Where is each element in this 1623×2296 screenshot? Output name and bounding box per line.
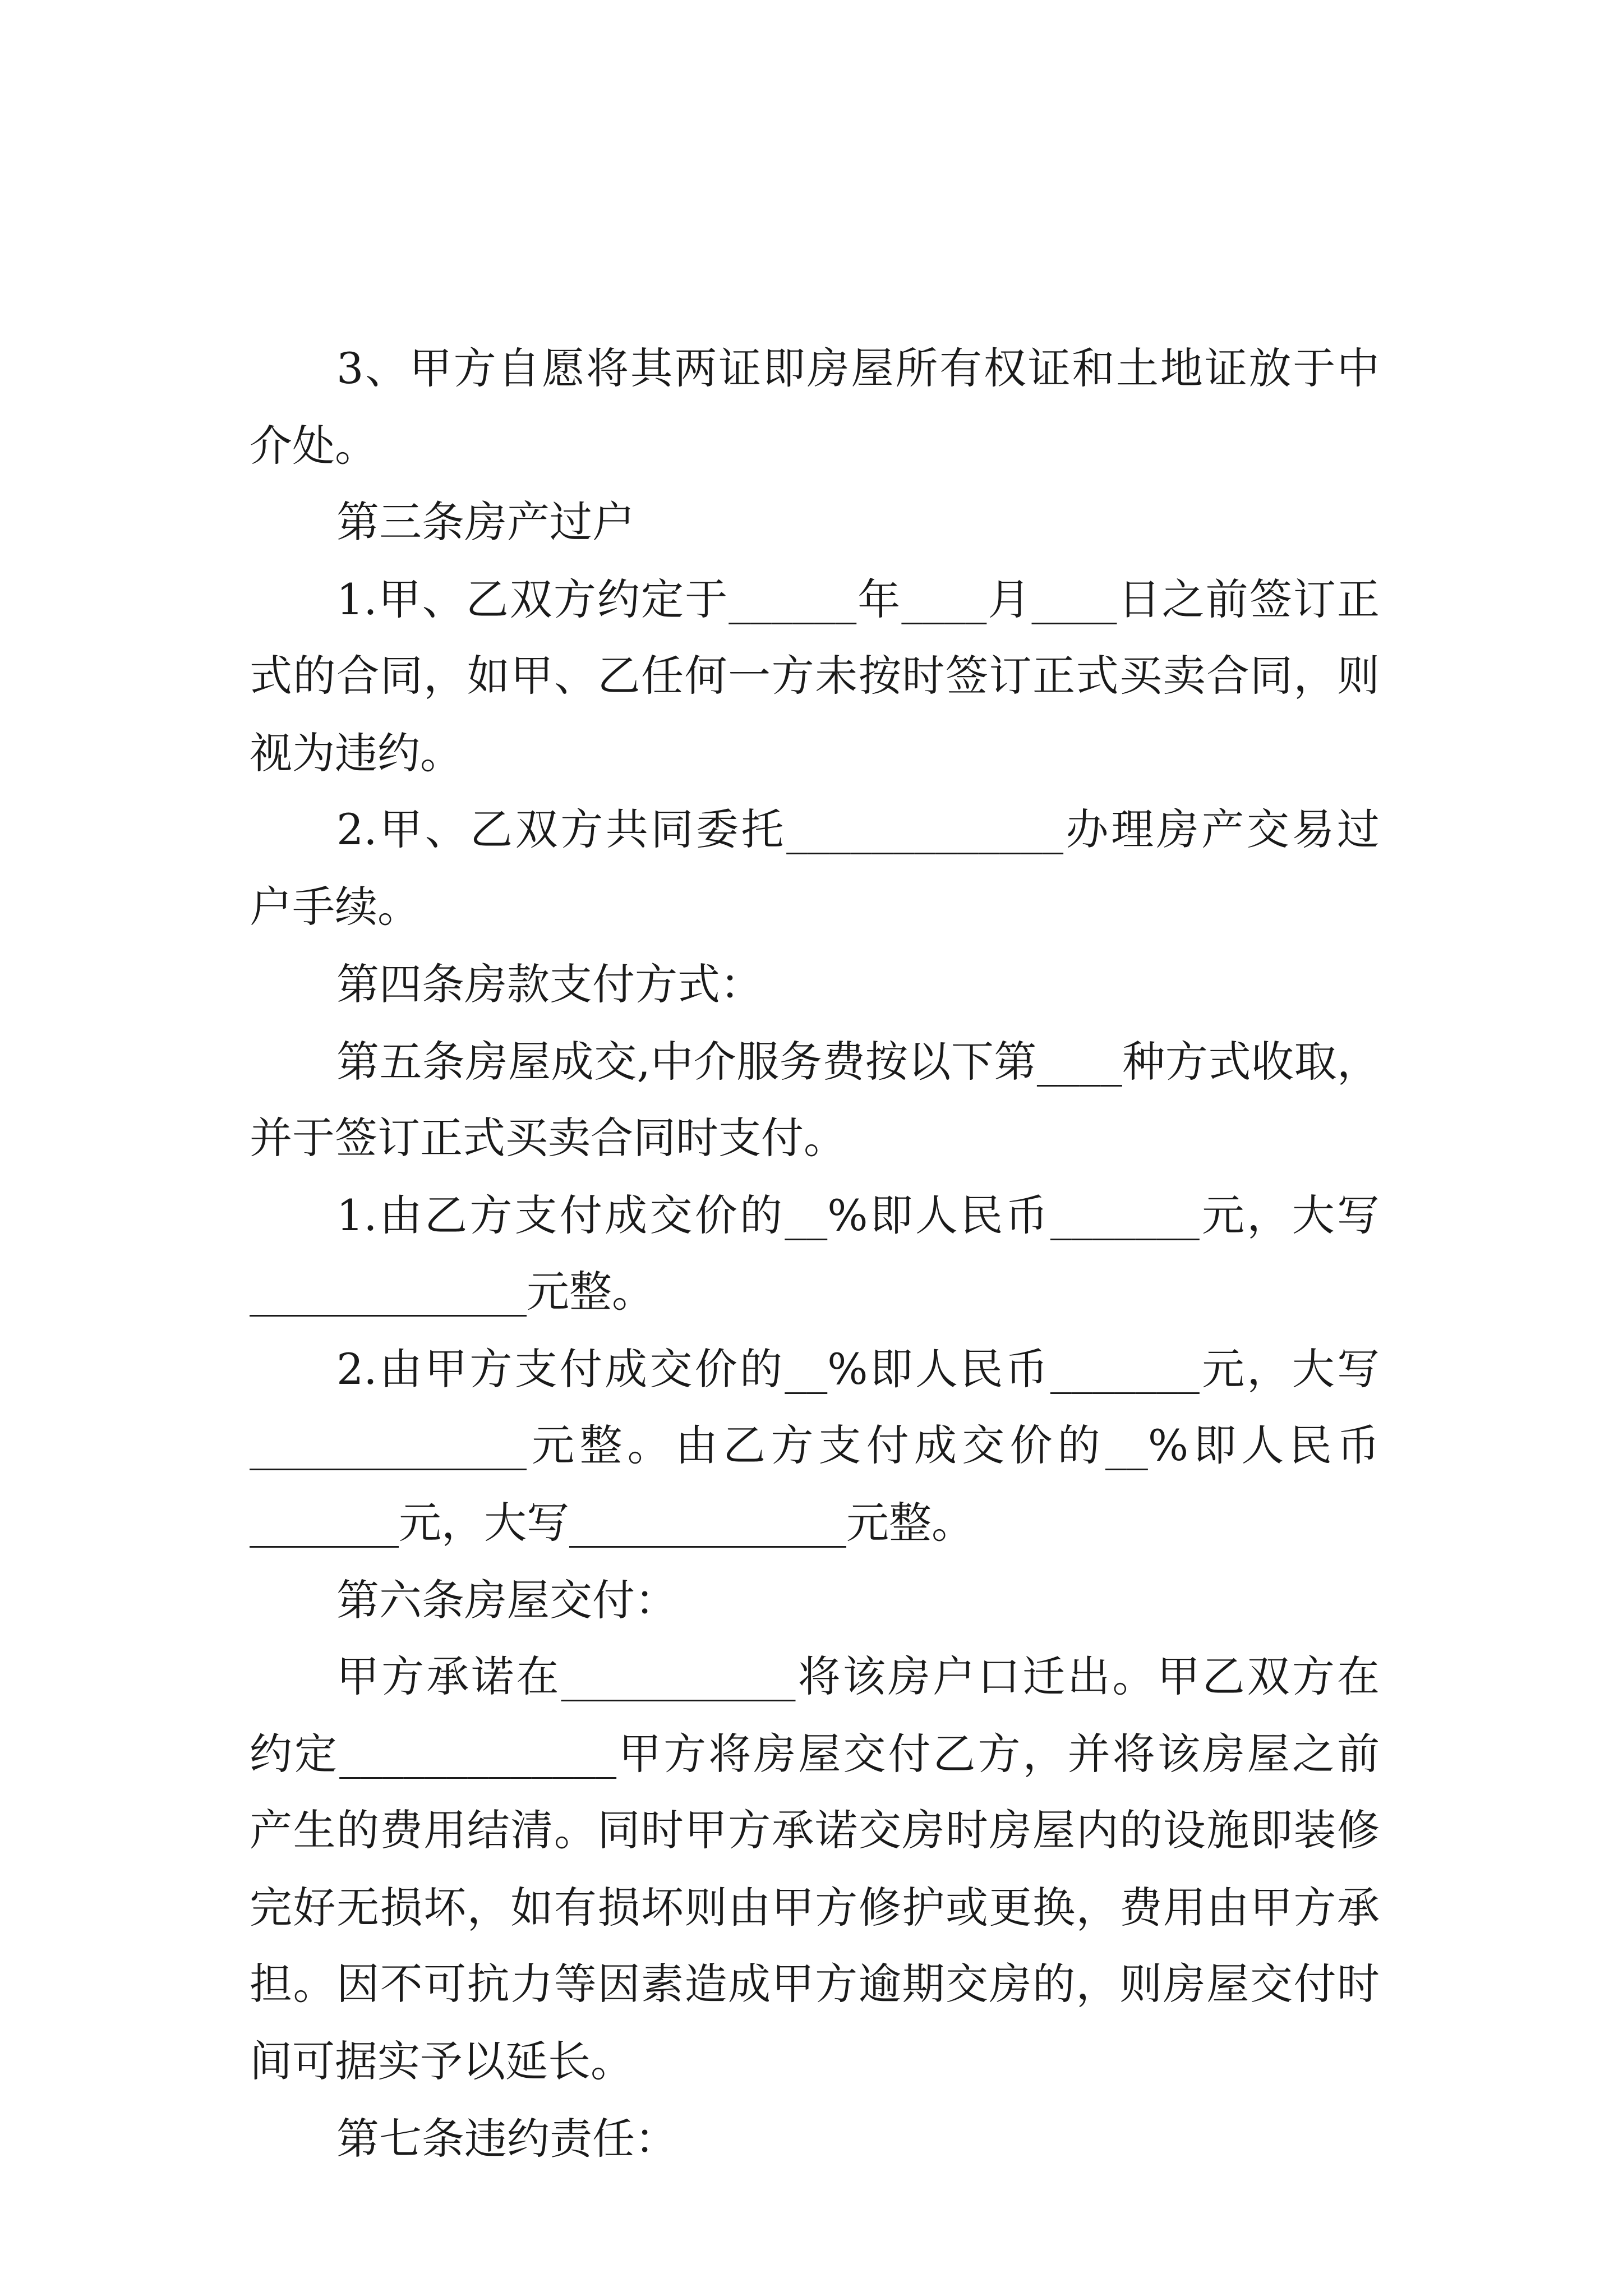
text-line-content: 1.甲、乙双方约定于______年____月____日之前签订正: [336, 574, 1380, 624]
text-line-content: _____________元整。由乙方支付成交价的__%即人民币: [250, 1420, 1380, 1470]
text-line-content: 户手续。: [250, 882, 420, 932]
text-line-content: 1.由乙方支付成交价的__%即人民币_______元，大写: [336, 1190, 1380, 1240]
text-line-content: 间可据实予以延长。: [250, 2036, 633, 2086]
text-line-content: 完好无损坏，如有损坏则由甲方修护或更换，费用由甲方承: [250, 1883, 1380, 1932]
text-line-content: 2.由甲方支付成交价的__%即人民币_______元，大写: [336, 1344, 1380, 1394]
text-line-content: 担。因不可抗力等因素造成甲方逾期交房的，则房屋交付时: [250, 1959, 1380, 2009]
text-line-content: 式的合同，如甲、乙任何一方未按时签订正式买卖合同，则: [250, 651, 1380, 701]
text-line-content: _____________元整。: [250, 1267, 654, 1317]
text-line-content: 3、甲方自愿将其两证即房屋所有权证和土地证放于中: [336, 343, 1380, 393]
text-line-content: _______元，大写_____________元整。: [250, 1498, 974, 1548]
text-line-content: 约定_____________甲方将房屋交付乙方，并将该房屋之前: [250, 1729, 1380, 1779]
text-line-content: 甲方承诺在___________将该房户口迁出。甲乙双方在: [336, 1651, 1380, 1701]
section-heading-text: 第四条房款支付方式：: [336, 959, 763, 1009]
text-line-content: 视为违约。: [250, 728, 463, 778]
section-heading-text: 第六条房屋交付：: [336, 1575, 677, 1625]
text-line-content: 产生的费用结清。同时甲方承诺交房时房屋内的设施即装修: [250, 1805, 1380, 1855]
text-line-content: 并于签订正式买卖合同时支付。: [250, 1113, 846, 1163]
text-line-content: 介处。: [250, 421, 377, 471]
section-heading-text: 第五条房屋成交,中介服务费按以下第____种方式收取，: [336, 1037, 1380, 1087]
text-line: [0, 214, 1623, 393]
text-line-content: 2.甲、乙双方共同委托_____________办理房产交易过: [336, 804, 1380, 854]
section-heading-text: 第三条房产过户: [336, 497, 635, 547]
section-heading-text: 第七条违约责任：: [336, 2114, 677, 2164]
